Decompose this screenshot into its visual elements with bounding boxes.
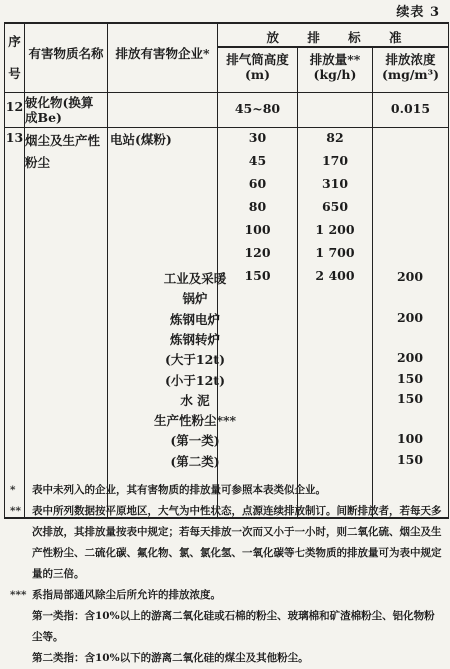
concentration-value: 100 — [396, 431, 424, 447]
emission-amount-value: 1 700 — [315, 245, 355, 260]
row-stack-height: 45~80 — [218, 93, 298, 128]
stack-height-value: 60 — [248, 176, 267, 191]
stack-height-value: 100 — [244, 222, 271, 237]
row-concentration: 0.015 — [373, 93, 449, 128]
concentration-value: 200 — [396, 309, 424, 325]
stack-height-value: 45 — [248, 153, 267, 168]
industry-label: 炼钢转炉 — [169, 331, 220, 347]
row-number: 13 — [5, 128, 25, 519]
concentration-value: 150 — [396, 451, 424, 467]
row-substance: 烟尘及生产性 粉尘 — [25, 128, 108, 519]
header-standard: 放 排 标 准 — [218, 23, 449, 47]
row-emission-amount — [298, 128, 373, 519]
industry-label: (第二类) — [170, 453, 220, 469]
stack-height-value: 80 — [248, 199, 267, 214]
industry-label: 工业及采暖 — [163, 271, 227, 286]
enterprise-power-station: 电站(煤粉) — [110, 132, 172, 147]
emission-amount-value: 650 — [321, 199, 349, 214]
emission-amount-value: 170 — [321, 153, 349, 168]
row-substance: 铍化物(换算 成Be) — [25, 93, 108, 128]
row-number: 12 — [5, 93, 25, 128]
header-number: 序 号 — [5, 23, 25, 93]
industry-label: 生产性粉尘*** — [153, 413, 237, 429]
concentration-value: 200 — [396, 269, 424, 284]
table-row — [5, 93, 449, 128]
header-substance: 有害物质名称 — [25, 23, 108, 93]
stack-height-value: 30 — [248, 130, 267, 145]
emission-amount-value: 82 — [326, 130, 344, 145]
row-enterprise — [108, 93, 218, 128]
footnote: * 表中未列入的企业，其有害物质的排放量可参照本表类似企业。 — [10, 484, 326, 496]
stack-height-value: 150 — [244, 268, 271, 283]
footnote: 第一类指：含10%以上的游离二氧化硅或石棉的粉尘、玻璃棉和矿渣棉粉尘、铝化物粉尘等。 — [32, 610, 435, 643]
emission-amount-value: 1 200 — [315, 222, 355, 237]
industry-label: 炼钢电炉 — [169, 311, 220, 327]
industry-label: (小于12t) — [165, 372, 225, 388]
continued-label: 续表 3 — [396, 5, 440, 20]
footnote: 第二类指：含10%以下的游离二氧化硅的煤尘及其他粉尘。 — [32, 652, 309, 664]
concentration-value: 150 — [396, 390, 424, 406]
stack-height-value: 120 — [244, 245, 271, 260]
footnote: ** 表中所列数据按平原地区，大气为中性状态，点源连续排放制订。间断排放者，若每天多次排放，其排放量按表中规定；若每天排放一次而又小于一小时，则二氧化硫、烟尘及生产性粉尘、二硫化碳、氟化物、氯、氯化氢、一氧化碳等七类物质的排放量可为表中规定量的三倍。 — [10, 505, 442, 580]
header-stack-height: 排气筒高度 (m) — [218, 47, 298, 93]
industry-label: 水 泥 — [180, 392, 210, 408]
industry-label: (第一类) — [170, 433, 220, 449]
industry-label: 锅炉 — [182, 291, 208, 307]
row-emission-amount — [298, 93, 373, 128]
header-emission-concentration: 排放浓度 (mg/m³) — [373, 47, 449, 93]
industry-label: (大于12t) — [165, 352, 225, 368]
concentration-value: 150 — [396, 370, 424, 386]
footnote: *** 系指局部通风除尘后所允许的排放浓度。 — [10, 589, 221, 601]
concentration-value: 200 — [396, 350, 424, 366]
emission-amount-value: 2 400 — [315, 268, 355, 283]
header-emission-amount: 排放量** (kg/h) — [298, 47, 373, 93]
footnotes — [10, 480, 442, 669]
emission-amount-value: 310 — [321, 176, 349, 191]
header-enterprise: 排放有害物企业* — [108, 23, 218, 93]
